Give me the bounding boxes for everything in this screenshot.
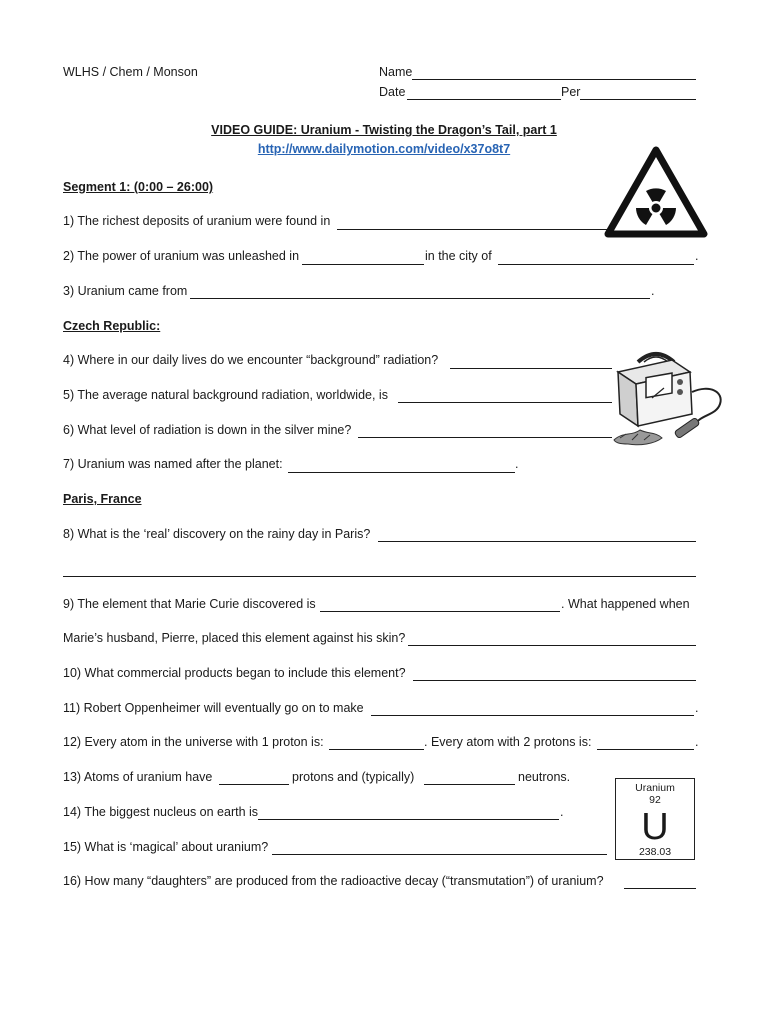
radiation-hazard-icon <box>604 146 708 238</box>
answer-8b[interactable] <box>63 576 696 577</box>
answer-5[interactable] <box>398 402 612 403</box>
answer-2a[interactable] <box>302 264 424 265</box>
element-number: 92 <box>649 794 661 806</box>
question-9: 9) The element that Marie Curie discovered is <box>63 597 316 611</box>
question-4: 4) Where in our daily lives do we encounter “background” radiation? <box>63 353 439 367</box>
question-9-second-line: Marie’s husband, Pierre, placed this element against his skin? <box>63 631 406 645</box>
question-3: 3) Uranium came from <box>63 284 188 298</box>
course-label: WLHS / Chem / Monson <box>63 65 198 79</box>
name-label: Name <box>379 65 413 79</box>
answer-9a[interactable] <box>320 611 560 612</box>
question-2: 2) The power of uranium was unleashed in <box>63 249 300 263</box>
element-name: Uranium <box>635 782 675 794</box>
question-9-continued: . What happened when <box>561 597 690 611</box>
answer-12a[interactable] <box>329 749 424 750</box>
video-link[interactable]: http://www.dailymotion.com/video/x37o8t7 <box>257 142 511 156</box>
date-field[interactable] <box>407 99 561 100</box>
czech-heading: Czech Republic: <box>63 319 161 333</box>
answer-12b[interactable] <box>597 749 694 750</box>
answer-9b[interactable] <box>408 645 696 646</box>
question-14: 14) The biggest nucleus on earth is <box>63 805 259 819</box>
question-5: 5) The average natural background radiation, worldwide, is <box>63 388 388 402</box>
answer-6[interactable] <box>358 437 612 438</box>
paris-heading: Paris, France <box>63 492 142 506</box>
q12-period: . <box>695 735 699 749</box>
question-13-continued: protons and (typically) <box>292 770 415 784</box>
answer-14[interactable] <box>258 819 559 820</box>
question-12-continued: . Every atom with 2 protons is: <box>424 735 592 749</box>
question-7: 7) Uranium was named after the planet: <box>63 457 283 471</box>
question-13-end: neutrons. <box>518 770 571 784</box>
question-1: 1) The richest deposits of uranium were found in <box>63 214 331 228</box>
date-label: Date <box>379 85 406 99</box>
question-12: 12) Every atom in the universe with 1 proton is: <box>63 735 324 749</box>
answer-7[interactable] <box>288 472 515 473</box>
element-mass: 238.03 <box>638 846 672 858</box>
q11-period: . <box>695 701 699 715</box>
answer-13b[interactable] <box>424 784 515 785</box>
question-11: 11) Robert Oppenheimer will eventually go on to make <box>63 701 364 715</box>
answer-11[interactable] <box>371 715 694 716</box>
question-16: 16) How many “daughters” are produced from the radioactive decay (“transmutation”) of uranium? <box>63 874 604 888</box>
element-symbol: U <box>641 806 669 848</box>
question-10: 10) What commercial products began to include this element? <box>63 666 406 680</box>
answer-15[interactable] <box>272 854 607 855</box>
answer-8a[interactable] <box>378 541 696 542</box>
answer-2b[interactable] <box>498 264 694 265</box>
q3-period: . <box>651 284 655 298</box>
question-2-city: in the city of <box>425 249 492 263</box>
q7-period: . <box>515 457 519 471</box>
question-15: 15) What is ‘magical’ about uranium? <box>63 840 269 854</box>
answer-1[interactable] <box>337 229 607 230</box>
uranium-element-tile <box>615 778 695 860</box>
answer-10[interactable] <box>413 680 696 681</box>
per-field[interactable] <box>580 99 696 100</box>
answer-13a[interactable] <box>219 784 289 785</box>
answer-3[interactable] <box>190 298 650 299</box>
question-6: 6) What level of radiation is down in the silver mine? <box>63 423 352 437</box>
q2-period: . <box>695 249 699 263</box>
page-title: VIDEO GUIDE: Uranium - Twisting the Dragon’s Tail, part 1 <box>211 123 557 137</box>
segment-heading: Segment 1: (0:00 – 26:00) <box>63 180 214 194</box>
name-field[interactable] <box>412 79 696 80</box>
answer-16[interactable] <box>624 888 696 889</box>
question-13: 13) Atoms of uranium have <box>63 770 213 784</box>
geiger-counter-icon <box>610 344 726 452</box>
answer-4[interactable] <box>450 368 612 369</box>
per-label: Per <box>561 85 581 99</box>
question-8: 8) What is the ‘real’ discovery on the rainy day in Paris? <box>63 527 371 541</box>
q14-period: . <box>560 805 564 819</box>
